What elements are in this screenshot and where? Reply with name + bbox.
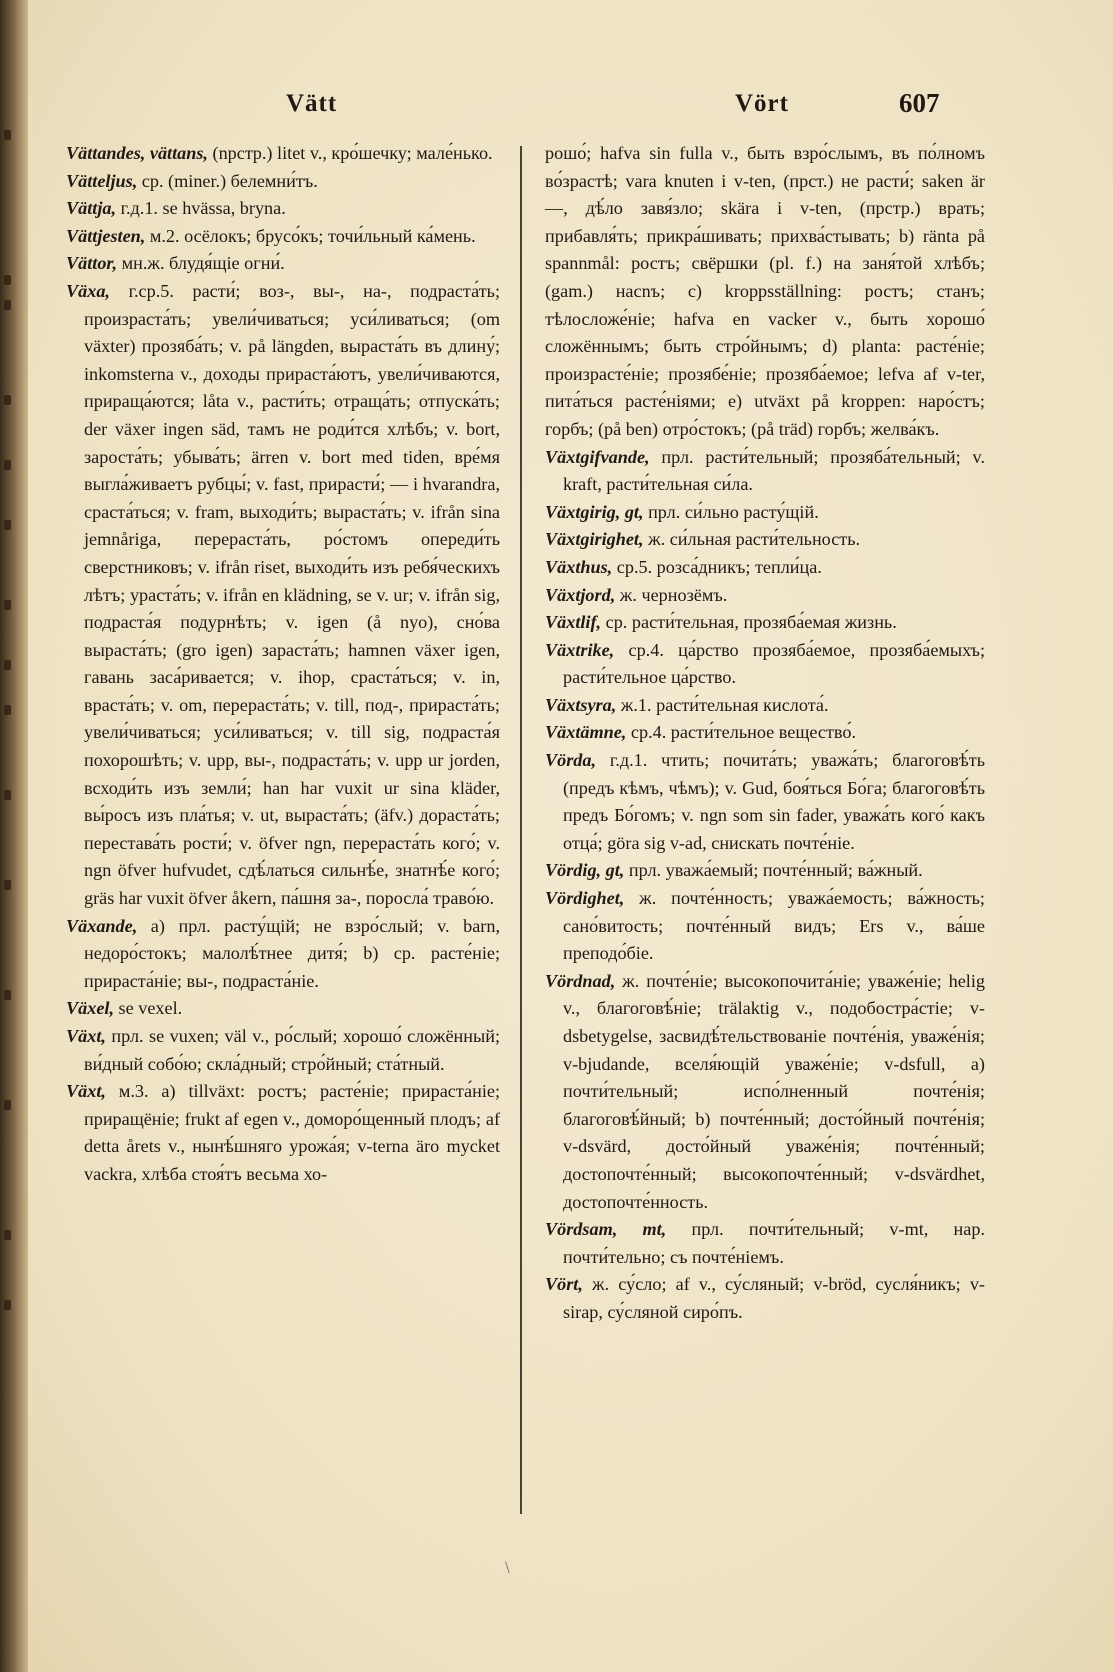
entry-definition: se vexel. <box>114 998 183 1019</box>
spine-mark <box>4 600 11 610</box>
dictionary-entry <box>545 968 985 1216</box>
dictionary-entry <box>545 499 985 527</box>
entry-headword: Växel, <box>66 998 114 1019</box>
entry-definition: cp. (miner.) белемни́тъ. <box>137 170 318 191</box>
entry-definition: прл. почти́тельный; v-mt, нар. почти́тельно; съ почте́ніемъ. <box>563 1219 985 1267</box>
spine-mark <box>4 130 11 140</box>
dictionary-entry <box>545 609 985 637</box>
dictionary-entry <box>545 885 985 968</box>
spine-mark <box>4 990 11 1000</box>
entry-definition: ср.4. расти́тельное вещество́. <box>626 722 856 743</box>
spine-mark <box>4 395 11 405</box>
entry-headword: Växtgifvande, <box>545 446 650 467</box>
spine-mark <box>4 275 11 285</box>
entry-definition: мн.ж. блудя́щіе огни́. <box>117 253 285 274</box>
dictionary-entry <box>545 719 985 747</box>
running-header <box>0 90 1113 130</box>
dictionary-entry <box>66 913 500 996</box>
entry-headword: Växa, <box>66 280 110 301</box>
entry-headword: Vättor, <box>66 253 118 274</box>
entry-definition: ср. расти́тельная, прозяба́емая жизнь. <box>601 612 897 633</box>
entry-headword: Växtgirighet, <box>545 529 644 550</box>
entry-headword: Växthus, <box>545 556 613 577</box>
dictionary-entry <box>545 857 985 885</box>
entry-headword: Växande, <box>66 915 138 936</box>
entry-definition: г.д.1. чтить; почита́ть; уважа́ть; благоговѣ́ть (предъ кѣмъ, чѣмъ); v. Gud, боя́ться Бо́га; благоговѣ́ть предъ Бо́гомъ; v. ngn som sin fader, уважа́ть кого́ какъ отца́; göra sig v-ad, снискать почте́ніе. <box>563 750 985 853</box>
entry-definition: ж. почте́нность; уважа́емость; ва́жность; сано́витость; почте́нный видъ; Ers v., ва́ше преподо́біе. <box>563 888 985 964</box>
dictionary-entry <box>545 554 985 582</box>
entry-definition: ж. си́льная расти́тельность. <box>643 529 861 550</box>
spine-mark <box>4 1100 11 1110</box>
entry-headword: Vördnad, <box>545 970 616 991</box>
entry-headword: Växtämne, <box>545 722 627 743</box>
page-number: 607 <box>899 88 940 118</box>
spine-mark <box>4 460 11 470</box>
entry-headword: Växt, <box>66 1026 106 1046</box>
entry-headword: Vördighet, <box>545 888 625 909</box>
dictionary-entry <box>545 526 985 554</box>
page-mark: \ <box>505 1560 510 1576</box>
entry-definition: м.3. a) tillväxt: ростъ; расте́ніе; прираста́ніе; приращёніе; frukt af egen v., доморо́щенный плодъ; af detta årets v., нынѣ́шняго урожа́я; v-terna äro mycket vackra, хлѣба стоя́тъ весьма хо- <box>84 1081 500 1184</box>
entry-headword: Vörda, <box>545 750 597 771</box>
entry-headword: Växtrike, <box>545 639 615 660</box>
dictionary-entry <box>66 995 500 1023</box>
dictionary-entry <box>66 223 500 251</box>
entry-headword: Vättja, <box>66 198 117 219</box>
entry-headword: Vördsam, mt, <box>545 1219 667 1240</box>
dictionary-entry <box>66 278 500 913</box>
dictionary-entry <box>545 140 985 444</box>
dictionary-entry <box>545 1216 985 1271</box>
entry-definition: ж. почте́ніе; высокопочита́ніе; уваже́ніе; helig v., благоговѣ́ніе; trälaktig v., подобостра́стіе; v-dsbetygelse, засвидѣ́тельствованіе почте́нія, уваже́нія; v-bjudande, вселя́ющій уваже́ніе; v-dsfull, a) почти́тельный; испо́лненный почте́нія; благоговѣ́йный; b) почте́нный; досто́йный почте́нія; v-dsvärd, досто́йный уваже́нія; почте́нный; достопочте́нный; высокопочте́нный; v-dsvärdhet, достопочте́нность. <box>563 970 985 1212</box>
entry-headword: Växt, <box>66 1081 106 1102</box>
dictionary-entry <box>66 250 500 278</box>
spine-mark <box>4 1230 11 1240</box>
book-spine <box>0 0 28 1672</box>
left-guide-word: Vätt <box>286 90 338 117</box>
dictionary-entry <box>545 1271 985 1326</box>
dictionary-entry <box>66 195 500 223</box>
entry-definition: ж. чернозёмъ. <box>615 584 728 605</box>
spine-mark <box>4 1300 11 1310</box>
entry-headword: Växtsyra, <box>545 694 617 715</box>
spine-mark <box>4 880 11 890</box>
spine-mark <box>4 705 11 715</box>
entry-definition: ср.5. розса́дникъ; тепли́ца. <box>612 556 822 577</box>
entry-definition: г.д.1. se hvässa, bryna. <box>116 198 286 219</box>
entry-headword: Växtgirig, gt, <box>545 501 644 522</box>
dictionary-entry <box>545 637 985 692</box>
spine-mark <box>4 660 11 670</box>
entry-headword: Vättandes, vättans, <box>66 143 208 163</box>
entry-definition: прл. си́льно расту́щій. <box>643 501 819 522</box>
right-guide-word: Vört <box>735 90 789 117</box>
entry-definition: ж.1. расти́тельная кислота́. <box>616 694 829 715</box>
spine-mark <box>4 300 11 310</box>
entry-definition: ср.4. ца́рство прозяба́емое, прозяба́емыхъ; расти́тельное ца́рство. <box>563 639 985 688</box>
entry-headword: Vätteljus, <box>66 170 138 191</box>
dictionary-entry <box>66 1023 500 1078</box>
entry-definition: a) прл. расту́щій; не взро́слый; v. barn, недоро́стокъ; малолѣ́тнее дитя́; b) ср. расте́ніе; прираста́ніе; вы-, подраста́ніе. <box>84 915 500 991</box>
entry-headword: Vört, <box>545 1274 583 1295</box>
dictionary-entry <box>545 444 985 499</box>
spine-mark <box>4 520 11 530</box>
entry-headword: Vättjesten, <box>66 225 146 246</box>
entry-headword: Växtjord, <box>545 584 616 605</box>
entry-headword: Vördig, gt, <box>545 860 625 881</box>
right-column <box>545 140 985 1327</box>
entry-headword: Växtlif, <box>545 612 602 633</box>
entry-definition: прл. расти́тельный; прозяба́тельный; v. kraft, расти́тельная си́ла. <box>563 446 985 495</box>
left-column <box>66 140 500 1189</box>
dictionary-entry <box>66 140 500 168</box>
spine-mark <box>4 790 11 800</box>
entry-definition: рошо́; hafva sin fulla v., быть взро́слымъ, въ по́лномъ во́зрастѣ; vara knuten i v-ten, (прст.) не расти́; saken är —, дѣ́ло завя́зло; skära i v-ten, (прстр.) врать; прибавля́ть; прикра́шивать; прихва́стывать; b) ränta på spannmål: ростъ; свёршки (pl. f.) на заня́той хлѣбъ; (gam.) насnъ; c) kroppsställning: ростъ; станъ; тѣлосложе́ніе; hafva en vacker v., быть хорошо́ сложённымъ; быть стро́йнымъ; d) planta: расте́ніе; произрасте́ніе; прозябе́ніе; прозяба́емое; lefva af v-ter, пита́ться расте́ніями; e) utväxt på kroppen: наро́стъ; горбъ; (på ben) отро́стокъ; (på träd) горбъ; желва́къ. <box>545 143 985 439</box>
dictionary-entry <box>66 1078 500 1188</box>
entry-definition: прл. se vuxen; väl v., ро́слый; хорошо́ сложённый; ви́дный собо́ю; скла́дный; стро́йный; ста́тный. <box>84 1026 500 1074</box>
entry-definition: прл. уважа́емый; почте́нный; ва́жный. <box>624 860 923 881</box>
entry-definition: м.2. осёлокъ; брусо́къ; точи́льный ка́мень. <box>145 225 476 246</box>
column-divider <box>520 146 522 1514</box>
entry-definition: (npстp.) litet v., кро́шечку; мале́нько. <box>207 143 493 163</box>
dictionary-entry <box>545 582 985 610</box>
entry-definition: ж. су́сло; af v., су́сляный; v-bröd, сусля́никъ; v-sirap, су́сляной сиро́пъ. <box>563 1274 985 1322</box>
dictionary-entry <box>66 168 500 196</box>
dictionary-entry <box>545 747 985 857</box>
entry-definition: г.ср.5. расти́; воз-, вы-, на-, подраста́ть; произраста́ть; увели́чиваться; уси́ливаться; (om växter) прозяба́ть; v. på längden, выраста́ть въ длину́; inkomsterna v., доходы прираста́ютъ, увели́чиваются, прираща́ются; låta v., расти́ть; отраща́ть; отпуска́ть; der växer ingen säd, тамъ не роди́тся хлѣбъ; v. bort, зароста́ть; убыва́ть; ärren v. bort med tiden, вре́мя выгла́живаетъ рубцы́; v. fast, прирасти́; — i hvarandra, сраста́ться; v. fram, выходи́ть; выраста́ть; v. ifrån sina jemnåriga, перераста́ть, ро́стомъ опереди́ть сверстниковъ; v. ifrån riset, выходи́ть изъ ребя́ческихъ лѣтъ; ураста́ть; v. ifrån en klädning, se v. ur; v. ifrån sig, подраста́я подурнѣть; v. igen (å nyo), сно́ва выраста́ть; (gro igen) зараста́ть; hamnen växer igen, гавань заса́ривается; v. ihop, сраста́ться; v. in, враста́ть; v. om, перераста́ть; v. till, под-, прираста́ть; увели́чиваться; уси́ливаться; v. till sig, подраста́я похорошѣть; v. upp, вы-, подраста́ть; v. upp ur jorden, всходи́ть изъ земли́; han har vuxit ur sina kläder, вы́росъ изъ пла́тья; v. ut, выраста́ть; (äfv.) дораста́ть; перестава́ть рости́; v. öfver ngn, перераста́ть кого́; v. ngn öfver hufvudet, сдѣ́латься сильнѣ́е, знатнѣ́е кого́; gräs har vuxit öfver åkern, па́шня за-, поросла́ траво́ю. <box>84 280 500 909</box>
dictionary-entry <box>545 692 985 720</box>
